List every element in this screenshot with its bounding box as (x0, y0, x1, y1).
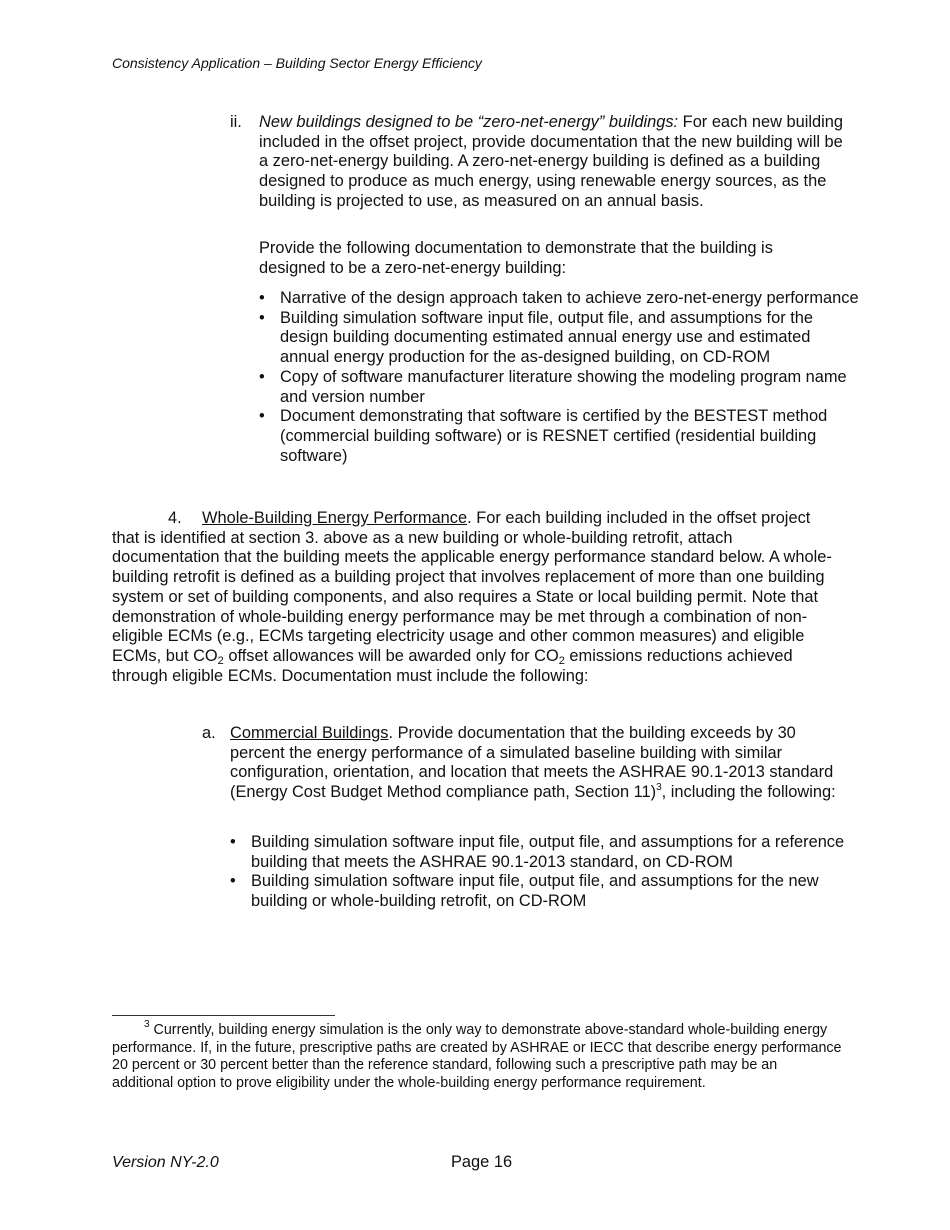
running-header: Consistency Application – Building Sector Energy Efficiency (112, 55, 482, 71)
section-4-number: 4. (168, 509, 182, 527)
section-4-text-a: . For each building included in the offset project that is identified at section 3. above as a new building or whole-building retrofit, attach documentation that the building meets the applicable energy performance standard below. A whole-building retrofit is defined as a building project that involves replacement of more than one building system or set of building components, and also requires a State or local building permit. Note that demonstration of whole-building energy performance may be met through a combination of non-eligible ECMs (e.g., ECMs targeting electricity usage and other common measures) and eligible ECMs, but CO (112, 509, 832, 665)
list-item: • Building simulation software input file, output file, and assumptions for the new building or whole-building retrofit, on CD-ROM (230, 872, 870, 911)
list-item: • Document demonstrating that software is certified by the BESTEST method (commercial building software) or is RESNET certified (residential building software) (259, 407, 859, 466)
item-ii-text: For each new building included in the offset project, provide documentation that the new building will be a zero-net-energy building. A zero-net-energy building is defined as a building designed to produce as much energy, using renewable energy sources, as the building is projected to use, as measured on an annual basis. (259, 113, 844, 210)
footnote-mark: 3 (144, 1019, 150, 1030)
zne-documentation-list (259, 289, 859, 466)
section-4-text-b: offset allowances will be awarded only for CO (223, 646, 559, 665)
item-a-heading: Commercial Buildings (230, 724, 389, 742)
item-ii-heading: New buildings designed to be “zero-net-energy” buildings: (259, 113, 679, 131)
footnote (112, 1019, 842, 1092)
list-item: • Copy of software manufacturer literature showing the modeling program name and version number (259, 368, 859, 407)
co2-subscript: 2 (558, 654, 565, 667)
item-a-paragraph (230, 724, 840, 803)
section-4-heading: Whole-Building Energy Performance (202, 509, 468, 527)
provide-paragraph: Provide the following documentation to demonstrate that the building is designed to be a zero-net-energy building: (259, 239, 773, 277)
list-item: • Building simulation software input file, output file, and assumptions for a reference building that meets the ASHRAE 90.1-2013 standard, on CD-ROM (230, 833, 870, 872)
item-a-label: a. (202, 724, 216, 742)
page-number: Page 16 (451, 1153, 513, 1171)
commercial-documentation-list (230, 833, 870, 912)
footnote-reference: 3 (656, 782, 662, 794)
list-item: • Narrative of the design approach taken to achieve zero-net-energy performance (259, 289, 859, 309)
item-ii-label: ii. (230, 113, 242, 131)
section-4-paragraph (112, 509, 842, 686)
list-item: • Building simulation software input file, output file, and assumptions for the design building documenting estimated annual energy use and estimated annual energy production for the as-designed building, on CD-ROM (259, 309, 859, 368)
footnote-text: Currently, building energy simulation is the only way to demonstrate above-standard whole-building energy performance. If, in the future, prescriptive paths are created by ASHRAE or IECC that describe energy performance 20 percent or 30 percent better than the reference standard, following such a prescriptive path may be an additional option to prove eligibility under the whole-building energy performance requirement. (112, 1022, 842, 1091)
section-4-text-c: emissions reductions achieved through eligible ECMs. Documentation must include the following: (112, 646, 793, 685)
co2-subscript: 2 (217, 654, 224, 667)
item-a-text-a: . Provide documentation that the building exceeds by 30 percent the energy performance of a simulated baseline building with similar configuration, orientation, and location that meets the ASHRAE 90.1-2013 standard (Energy Cost Budget Method compliance path, Section 11) (230, 724, 834, 802)
version-label: Version NY-2.0 (112, 1154, 219, 1171)
item-ii-paragraph (259, 113, 849, 212)
footnote-separator (112, 1015, 335, 1016)
item-a-text-b: , including the following: (661, 783, 836, 802)
